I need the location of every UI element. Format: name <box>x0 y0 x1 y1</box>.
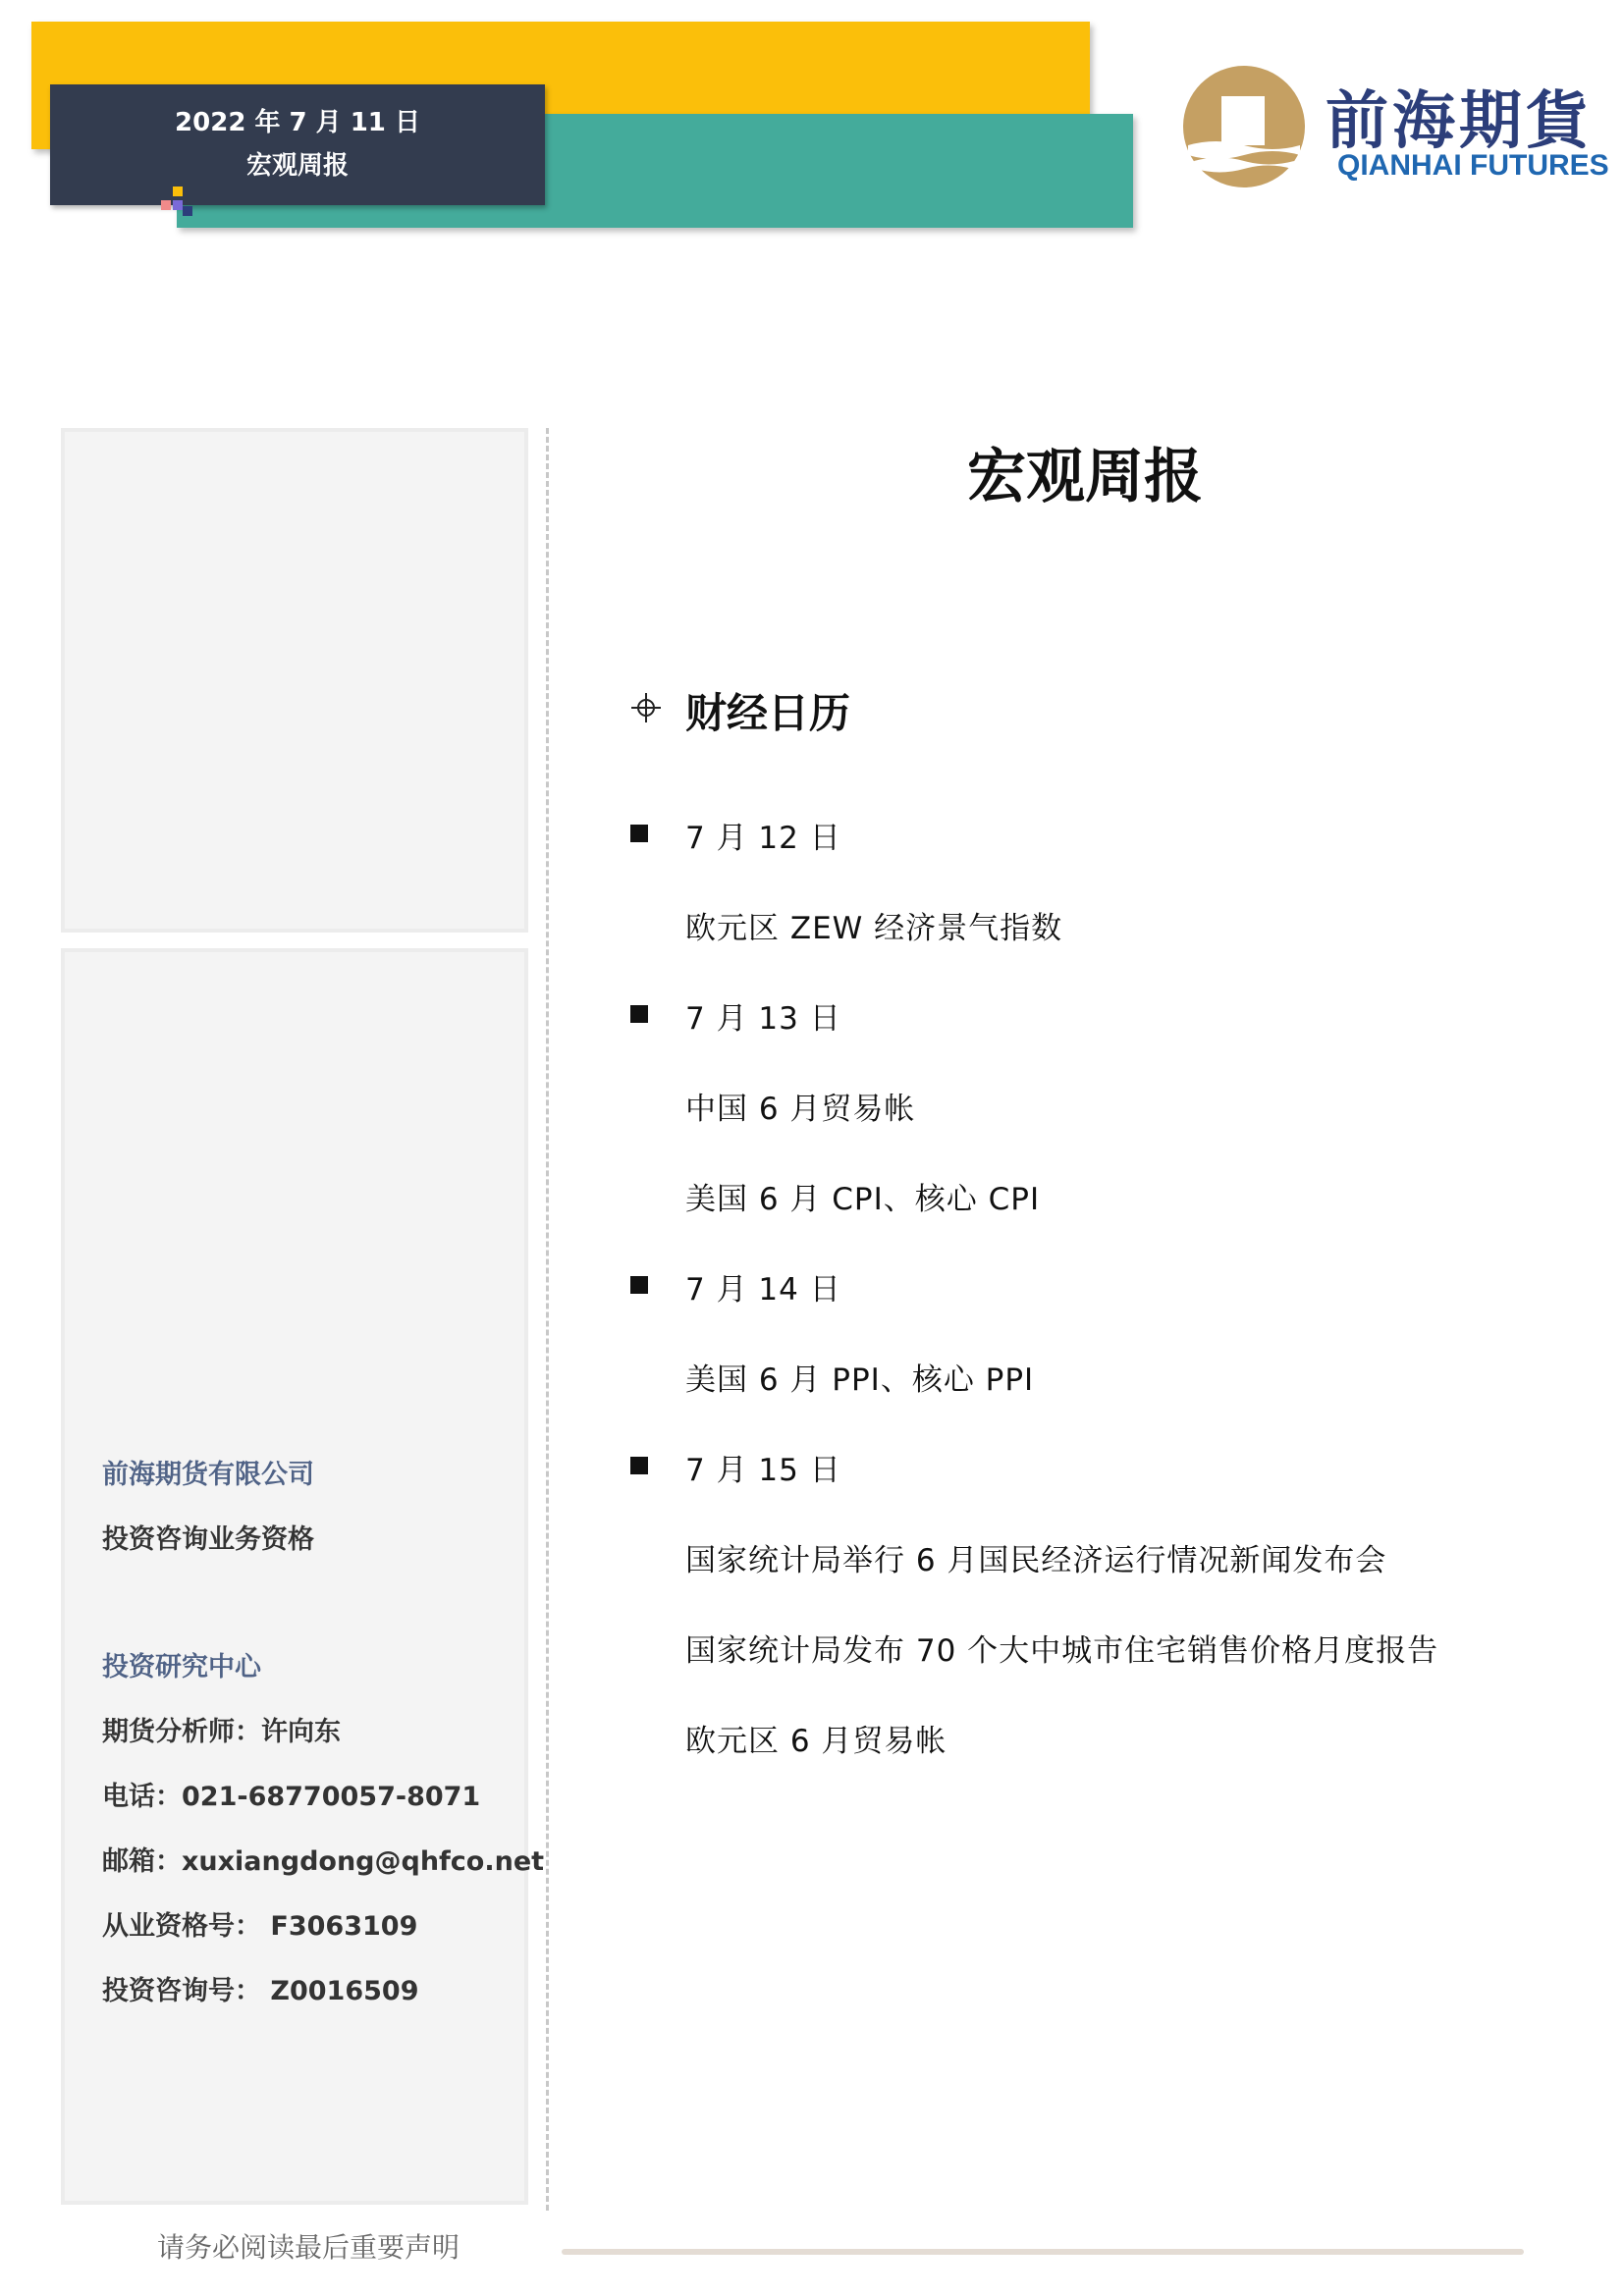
crosshair-icon <box>631 693 661 722</box>
column-divider <box>546 428 549 2211</box>
calendar-event: 国家统计局举行 6 月国民经济运行情况新闻发布会 <box>685 1543 1387 1578</box>
calendar-date: 7 月 14 日 <box>685 1272 841 1308</box>
sidebar-top-panel <box>61 428 528 933</box>
decor-square <box>183 206 192 216</box>
calendar-event: 美国 6 月 PPI、核心 PPI <box>685 1362 1035 1398</box>
logo-english-text: QIANHAI FUTURES <box>1337 149 1609 182</box>
footer-divider <box>562 2249 1524 2255</box>
consult-number: 投资咨询号： Z0016509 <box>102 1976 419 2006</box>
disclaimer-notice: 请务必阅读最后重要声明 <box>157 2231 460 2264</box>
analyst-phone: 电话：021-68770057-8071 <box>102 1782 481 1812</box>
analyst-name: 期货分析师：许向东 <box>102 1717 341 1747</box>
calendar-event: 美国 6 月 CPI、核心 CPI <box>685 1182 1041 1217</box>
research-center: 投资研究中心 <box>102 1652 261 1682</box>
report-date: 2022 年 7 月 11 日 <box>175 108 420 137</box>
qianhai-logo-icon <box>1180 63 1308 190</box>
calendar-event: 欧元区 6 月贸易帐 <box>685 1724 947 1759</box>
calendar-event: 国家统计局发布 70 个大中城市住宅销售价格月度报告 <box>685 1633 1439 1669</box>
calendar-date: 7 月 12 日 <box>685 821 841 856</box>
bullet-icon <box>630 825 648 842</box>
decor-square <box>173 200 183 210</box>
calendar-date: 7 月 13 日 <box>685 1001 841 1037</box>
calendar-event: 欧元区 ZEW 经济景气指数 <box>685 911 1063 946</box>
bullet-icon <box>630 1276 648 1294</box>
bullet-icon <box>630 1005 648 1023</box>
qualification: 投资咨询业务资格 <box>102 1524 314 1555</box>
calendar-date: 7 月 15 日 <box>685 1453 841 1488</box>
company-name: 前海期货有限公司 <box>102 1460 314 1490</box>
analyst-email: 邮箱：xuxiangdong@qhfco.net <box>102 1846 545 1877</box>
calendar-event: 中国 6 月贸易帐 <box>685 1092 916 1127</box>
section-title: 财经日历 <box>685 689 851 737</box>
page-title: 宏观周报 <box>967 443 1203 511</box>
license-number: 从业资格号： F3063109 <box>102 1911 418 1942</box>
logo-chinese-text: 前海期貨 <box>1326 84 1593 158</box>
decor-square <box>161 200 171 210</box>
sidebar-contact-panel <box>61 948 528 2205</box>
report-type: 宏观周报 <box>245 151 349 181</box>
bullet-icon <box>630 1457 648 1474</box>
decor-square <box>173 187 183 196</box>
